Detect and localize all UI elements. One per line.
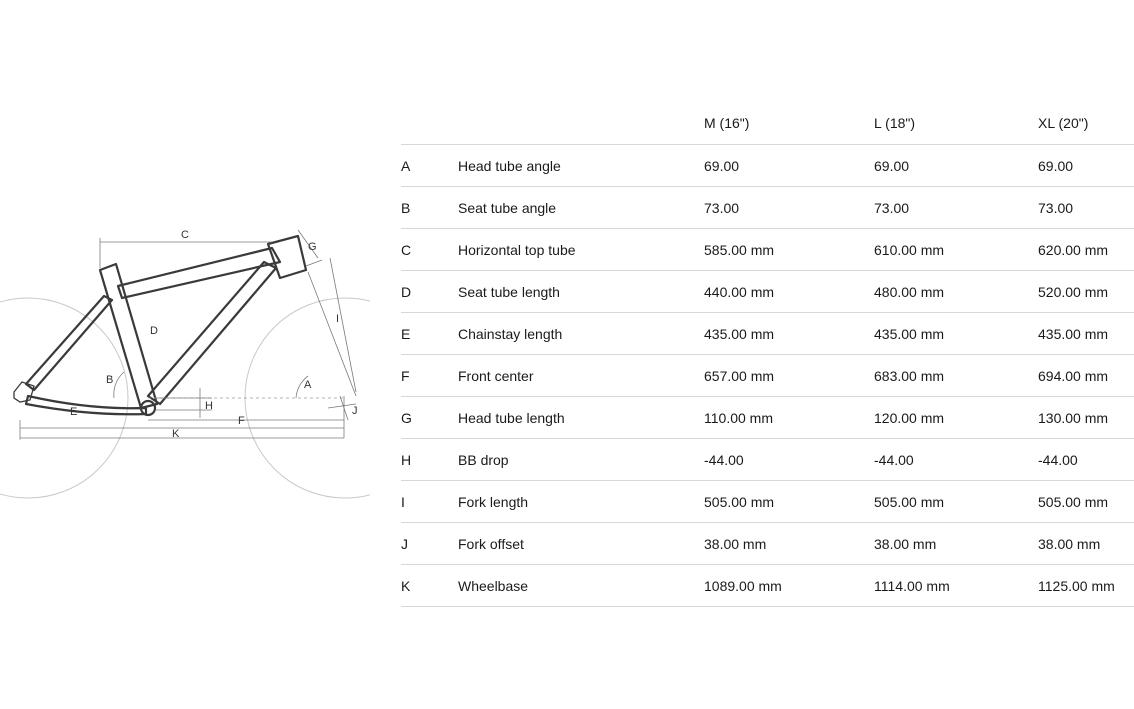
- label-d: D: [150, 325, 158, 337]
- row-value-xl: 435.00 mm: [1038, 313, 1134, 355]
- row-value-l: 505.00 mm: [874, 481, 1038, 523]
- row-value-m: 73.00: [704, 187, 874, 229]
- row-name: Fork offset: [458, 523, 704, 565]
- row-key: K: [401, 565, 458, 607]
- header-key: [401, 102, 458, 145]
- table-row: [401, 271, 1134, 313]
- rear-wheel: [0, 298, 128, 498]
- row-value-l: 69.00: [874, 145, 1038, 187]
- header-size-m: M (16"): [704, 102, 874, 145]
- row-value-xl: 520.00 mm: [1038, 271, 1134, 313]
- seat-tube: [100, 264, 157, 408]
- rear-dropout: [14, 382, 34, 402]
- row-key: I: [401, 481, 458, 523]
- table-row: [401, 313, 1134, 355]
- row-value-m: 440.00 mm: [704, 271, 874, 313]
- row-name: Head tube angle: [458, 145, 704, 187]
- row-value-m: 435.00 mm: [704, 313, 874, 355]
- label-f: F: [238, 415, 245, 427]
- row-value-l: 73.00: [874, 187, 1038, 229]
- row-key: E: [401, 313, 458, 355]
- table-row: [401, 481, 1134, 523]
- header-row: [401, 102, 1134, 145]
- label-i: I: [336, 313, 340, 325]
- row-name: Front center: [458, 355, 704, 397]
- row-value-l: 610.00 mm: [874, 229, 1038, 271]
- table-row: [401, 229, 1134, 271]
- row-key: C: [401, 229, 458, 271]
- down-tube: [148, 262, 276, 404]
- row-value-xl: 130.00 mm: [1038, 397, 1134, 439]
- row-value-l: 1114.00 mm: [874, 565, 1038, 607]
- row-value-l: 480.00 mm: [874, 271, 1038, 313]
- table-row: [401, 187, 1134, 229]
- label-h: H: [205, 400, 213, 412]
- row-value-m: 38.00 mm: [704, 523, 874, 565]
- row-value-xl: 73.00: [1038, 187, 1134, 229]
- row-value-l: 38.00 mm: [874, 523, 1038, 565]
- table-row: [401, 145, 1134, 187]
- label-k: K: [172, 428, 180, 440]
- row-name: Fork length: [458, 481, 704, 523]
- row-key: J: [401, 523, 458, 565]
- row-value-l: 683.00 mm: [874, 355, 1038, 397]
- seat-stay: [26, 296, 112, 390]
- row-value-xl: 505.00 mm: [1038, 481, 1134, 523]
- row-name: Chainstay length: [458, 313, 704, 355]
- row-key: B: [401, 187, 458, 229]
- header-name: [458, 102, 704, 145]
- label-b: B: [106, 374, 114, 386]
- row-key: D: [401, 271, 458, 313]
- row-name: Horizontal top tube: [458, 229, 704, 271]
- row-key: A: [401, 145, 458, 187]
- row-value-xl: 69.00: [1038, 145, 1134, 187]
- table-row: [401, 397, 1134, 439]
- frame: [14, 236, 306, 415]
- label-j: J: [352, 405, 358, 417]
- row-value-xl: 38.00 mm: [1038, 523, 1134, 565]
- row-value-m: 1089.00 mm: [704, 565, 874, 607]
- row-key: F: [401, 355, 458, 397]
- row-name: Head tube length: [458, 397, 704, 439]
- row-key: H: [401, 439, 458, 481]
- bike-geometry-diagram: [0, 220, 370, 520]
- table-row: [401, 355, 1134, 397]
- row-key: G: [401, 397, 458, 439]
- row-name: BB drop: [458, 439, 704, 481]
- header-size-xl: XL (20"): [1038, 102, 1134, 145]
- row-value-l: 435.00 mm: [874, 313, 1038, 355]
- row-value-xl: 620.00 mm: [1038, 229, 1134, 271]
- row-value-m: -44.00: [704, 439, 874, 481]
- row-value-m: 505.00 mm: [704, 481, 874, 523]
- label-c: C: [181, 229, 189, 241]
- label-a: A: [304, 379, 312, 391]
- row-name: Wheelbase: [458, 565, 704, 607]
- label-e: E: [70, 406, 78, 418]
- label-g: G: [308, 241, 317, 253]
- row-value-m: 69.00: [704, 145, 874, 187]
- row-value-l: -44.00: [874, 439, 1038, 481]
- row-value-xl: -44.00: [1038, 439, 1134, 481]
- table-row: [401, 565, 1134, 607]
- table-row: [401, 523, 1134, 565]
- geometry-table: [401, 102, 1134, 607]
- table-row: [401, 439, 1134, 481]
- row-name: Seat tube length: [458, 271, 704, 313]
- row-value-m: 657.00 mm: [704, 355, 874, 397]
- header-size-l: L (18"): [874, 102, 1038, 145]
- row-value-m: 585.00 mm: [704, 229, 874, 271]
- row-name: Seat tube angle: [458, 187, 704, 229]
- row-value-xl: 694.00 mm: [1038, 355, 1134, 397]
- row-value-l: 120.00 mm: [874, 397, 1038, 439]
- row-value-xl: 1125.00 mm: [1038, 565, 1134, 607]
- row-value-m: 110.00 mm: [704, 397, 874, 439]
